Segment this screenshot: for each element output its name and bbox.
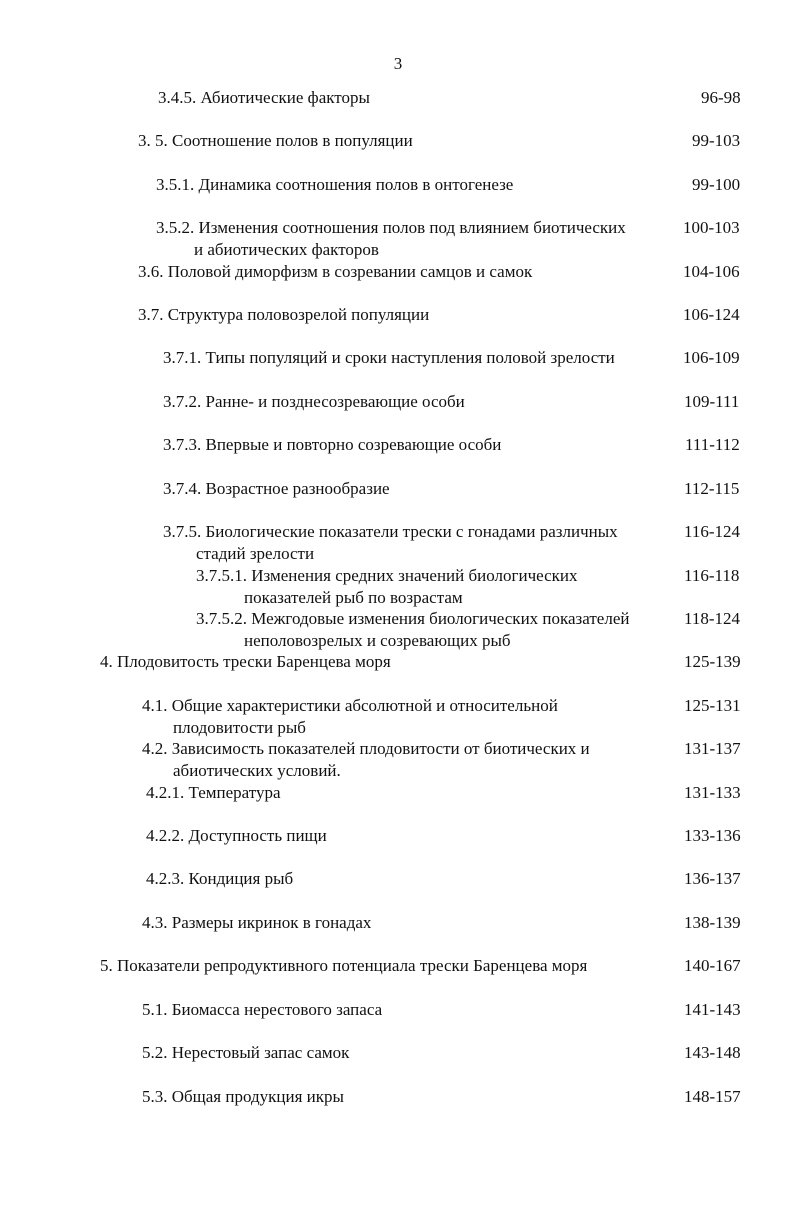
toc-entry: [0, 608, 796, 652]
toc-entry: [0, 1086, 796, 1108]
toc-entry-pages: 118-124: [684, 609, 741, 628]
toc-entry-title: 4.2.1. Температура: [146, 783, 281, 802]
toc-entry-title: 3.7.5.2. Межгодовые изменения биологических показателей: [196, 609, 630, 628]
toc-entry-title-continuation: абиотических условий.: [173, 761, 341, 780]
toc-entry-pages: 99-103: [692, 131, 741, 150]
toc-entry-pages: 116-124: [684, 522, 741, 541]
toc-entry: [0, 782, 796, 804]
toc-entry-title: 3.7.3. Впервые и повторно созревающие особи: [163, 435, 502, 454]
toc-entry-pages: 116-118: [684, 566, 740, 585]
toc-entry-title: 3.6. Половой диморфизм в созревании самцов и самок: [138, 262, 533, 281]
toc-entry-pages: 148-157: [684, 1087, 741, 1106]
toc-entry: [0, 478, 796, 500]
page-number: 3: [393, 54, 403, 73]
toc-entry-pages: 141-143: [684, 1000, 741, 1019]
toc-entry: [0, 738, 796, 782]
toc-entry-pages: 133-136: [684, 826, 741, 845]
toc-entry-pages: 106-109: [683, 348, 740, 367]
toc-entry-pages: 104-106: [683, 262, 740, 281]
toc-entry-title: 3.5.1. Динамика соотношения полов в онтогенезе: [156, 175, 514, 194]
toc-entry-pages: 111-112: [685, 435, 740, 454]
toc-entry: [0, 217, 796, 261]
toc-entry-title: 3.7.5. Биологические показатели трески с гонадами различных: [163, 522, 618, 541]
toc-entry-title: 4.2.3. Кондиция рыб: [146, 869, 294, 888]
toc-entry-title: 4.2. Зависимость показателей плодовитости от биотических и: [142, 739, 590, 758]
toc-entry-title: 3. 5. Соотношение полов в популяции: [138, 131, 413, 150]
toc-entry-title: 3.7. Структура половозрелой популяции: [138, 305, 430, 324]
toc-entry: [0, 130, 796, 152]
toc-entry: [0, 912, 796, 934]
toc-entry: [0, 521, 796, 565]
toc-entry: [0, 651, 796, 673]
toc-entry-title-continuation: показателей рыб по возрастам: [244, 588, 463, 607]
toc-entry: [0, 868, 796, 890]
toc-entry-pages: 99-100: [692, 175, 741, 194]
toc-entry: [0, 347, 796, 369]
toc-entry-title-continuation: и абиотических факторов: [194, 240, 379, 259]
toc-entry: [0, 955, 796, 977]
toc-entry-pages: 138-139: [684, 913, 741, 932]
toc-entry-title: 5.3. Общая продукция икры: [142, 1087, 344, 1106]
toc-entry: [0, 999, 796, 1021]
toc-entry-pages: 131-137: [684, 739, 741, 758]
toc-entry-title-continuation: стадий зрелости: [196, 544, 315, 563]
toc-entry-pages: 136-137: [684, 869, 741, 888]
toc-entry-pages: 100-103: [683, 218, 740, 237]
toc-entry-title-continuation: неполовозрелых и созревающих рыб: [244, 631, 511, 650]
toc-entry-pages: 140-167: [684, 956, 741, 975]
toc-entry-pages: 125-139: [684, 652, 741, 671]
toc-entry-pages: 112-115: [684, 479, 740, 498]
toc-entry: [0, 565, 796, 609]
toc-entry: [0, 391, 796, 413]
toc-entry-pages: 96-98: [701, 88, 741, 107]
toc-entry-pages: 143-148: [684, 1043, 741, 1062]
toc-entry-pages: 109-111: [684, 392, 740, 411]
toc-entry: [0, 1042, 796, 1064]
toc-entry-pages: 131-133: [684, 783, 741, 802]
toc-entry-title: 3.5.2. Изменения соотношения полов под влиянием биотических: [156, 218, 626, 237]
toc-entry-title: 3.7.5.1. Изменения средних значений биологических: [196, 566, 578, 585]
toc-entry: [0, 304, 796, 326]
toc-entry: [0, 261, 796, 283]
toc-entry-title: 3.4.5. Абиотические факторы: [158, 88, 370, 107]
toc-entry: [0, 87, 796, 109]
toc-entry: [0, 174, 796, 196]
toc-entry-title: 3.7.2. Ранне- и позднесозревающие особи: [163, 392, 465, 411]
toc-entry-title: 5. Показатели репродуктивного потенциала трески Баренцева моря: [100, 956, 588, 975]
toc-entry-title: 3.7.1. Типы популяций и сроки наступления половой зрелости: [163, 348, 615, 367]
toc-entry: [0, 695, 796, 739]
toc-entry-title: 4.3. Размеры икринок в гонадах: [142, 913, 372, 932]
toc-entry-title: 4. Плодовитость трески Баренцева моря: [100, 652, 391, 671]
toc-entry-title: 3.7.4. Возрастное разнообразие: [163, 479, 390, 498]
toc-entry-title: 4.1. Общие характеристики абсолютной и относительной: [142, 696, 558, 715]
toc-entry-title: 5.1. Биомасса нерестового запаса: [142, 1000, 383, 1019]
toc-entry-title-continuation: плодовитости рыб: [173, 718, 306, 737]
toc-entry: [0, 825, 796, 847]
toc-entry-pages: 125-131: [684, 696, 741, 715]
toc-entry-title: 4.2.2. Доступность пищи: [146, 826, 327, 845]
toc-entry: [0, 434, 796, 456]
toc-entry-pages: 106-124: [683, 305, 740, 324]
toc-entry-title: 5.2. Нерестовый запас самок: [142, 1043, 350, 1062]
